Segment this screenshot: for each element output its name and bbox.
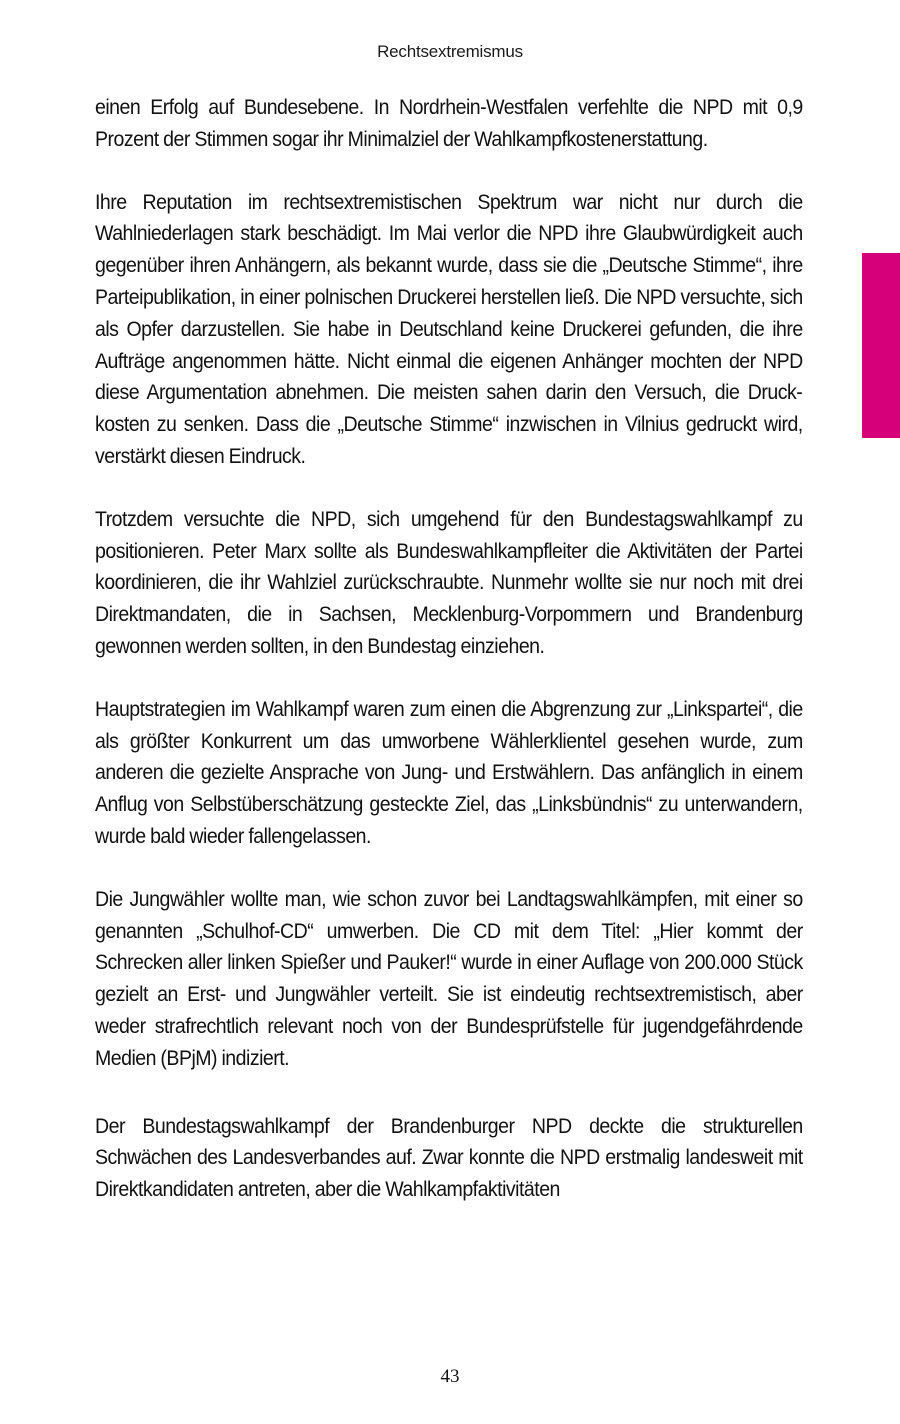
page-number: 43: [440, 1366, 460, 1387]
paragraph-6: Der Bundestagswahlkampf der Brandenburger NPD deckte die strukturellen Schwächen des Landesverbandes auf. Zwar konnte die NPD erstmalig landesweit mit Direktkandidaten antreten, aber die Wahlkampfaktivitäten: [95, 1114, 803, 1202]
paragraph-2: Ihre Reputation im rechtsextremistischen Spektrum war nicht nur durch die Wahlniederlagen stark beschädigt. Im Mai verlor die NPD ihre Glaubwürdigkeit auch gegenüber ihren Anhängern, als bekannt wurde, dass sie die „Deutsche Stimme“, ihre Parteipublikation, in einer polnischen Druckerei herstellen ließ. Die NPD versuchte, sich als Opfer darzustellen. Sie habe in Deutschland keine Druckerei gefunden, die ihre Aufträge angenommen hätte. Nicht einmal die eigenen Anhänger mochten der NPD diese Argumentation abnehmen. Die meisten sahen darin den Versuch, die Druckkosten zu senken. Dass die „Deutsche Stimme“ inzwischen in Vilnius gedruckt wird, verstärkt diesen Eindruck.: [95, 190, 803, 468]
running-header-title: Rechtsextremismus: [377, 42, 523, 61]
paragraph-1: einen Erfolg auf Bundesebene. In Nordrhein-Westfalen verfehlte die NPD mit 0,9 Prozent der Stimmen sogar ihr Minimalziel der Wahlkampfkostenerstattung.: [95, 96, 803, 151]
main-text-body: [95, 92, 803, 1237]
paragraph-3: Trotzdem versuchte die NPD, sich umgehend für den Bundestagswahlkampf zu positionieren. Peter Marx sollte als Bundeswahlkampfleiter die Aktivitäten der Partei koordinieren, die ihr Wahlziel zurückschraubte. Nunmehr wollte sie nur noch mit drei Direktmandaten, die in Sachsen, Mecklenburg-Vorpommern und Brandenburg gewonnen werden sollten, in den Bundestag einziehen.: [95, 507, 803, 658]
paragraph-4: Hauptstrategien im Wahlkampf waren zum einen die Abgrenzung zur „Linkspartei“, die als größter Konkurrent um das umworbene Wählerklientel gesehen wurde, zum anderen die gezielte Ansprache von Jung- und Erstwählern. Das anfänglich in einem Anflug von Selbstüberschätzung gesteckte Ziel, das „Linksbündnis“ zu unterwandern, wurde bald wieder fallengelassen.: [95, 697, 803, 848]
paragraph-5: Die Jungwähler wollte man, wie schon zuvor bei Landtagswahlkämpfen, mit einer so genannten „Schulhof-CD“ umwerben. Die CD mit dem Titel: „Hier kommt der Schrecken aller linken Spießer und Pauker!“ wurde in einer Auflage von 200.000 Stück gezielt an Erst- und Jungwähler verteilt. Sie ist eindeutig rechtsextremistisch, aber weder strafrechtlich relevant noch von der Bundesprüfstelle für jugendgefährdende Medien (BPjM) indiziert.: [95, 887, 803, 1070]
chapter-tab-marker: [862, 253, 900, 438]
